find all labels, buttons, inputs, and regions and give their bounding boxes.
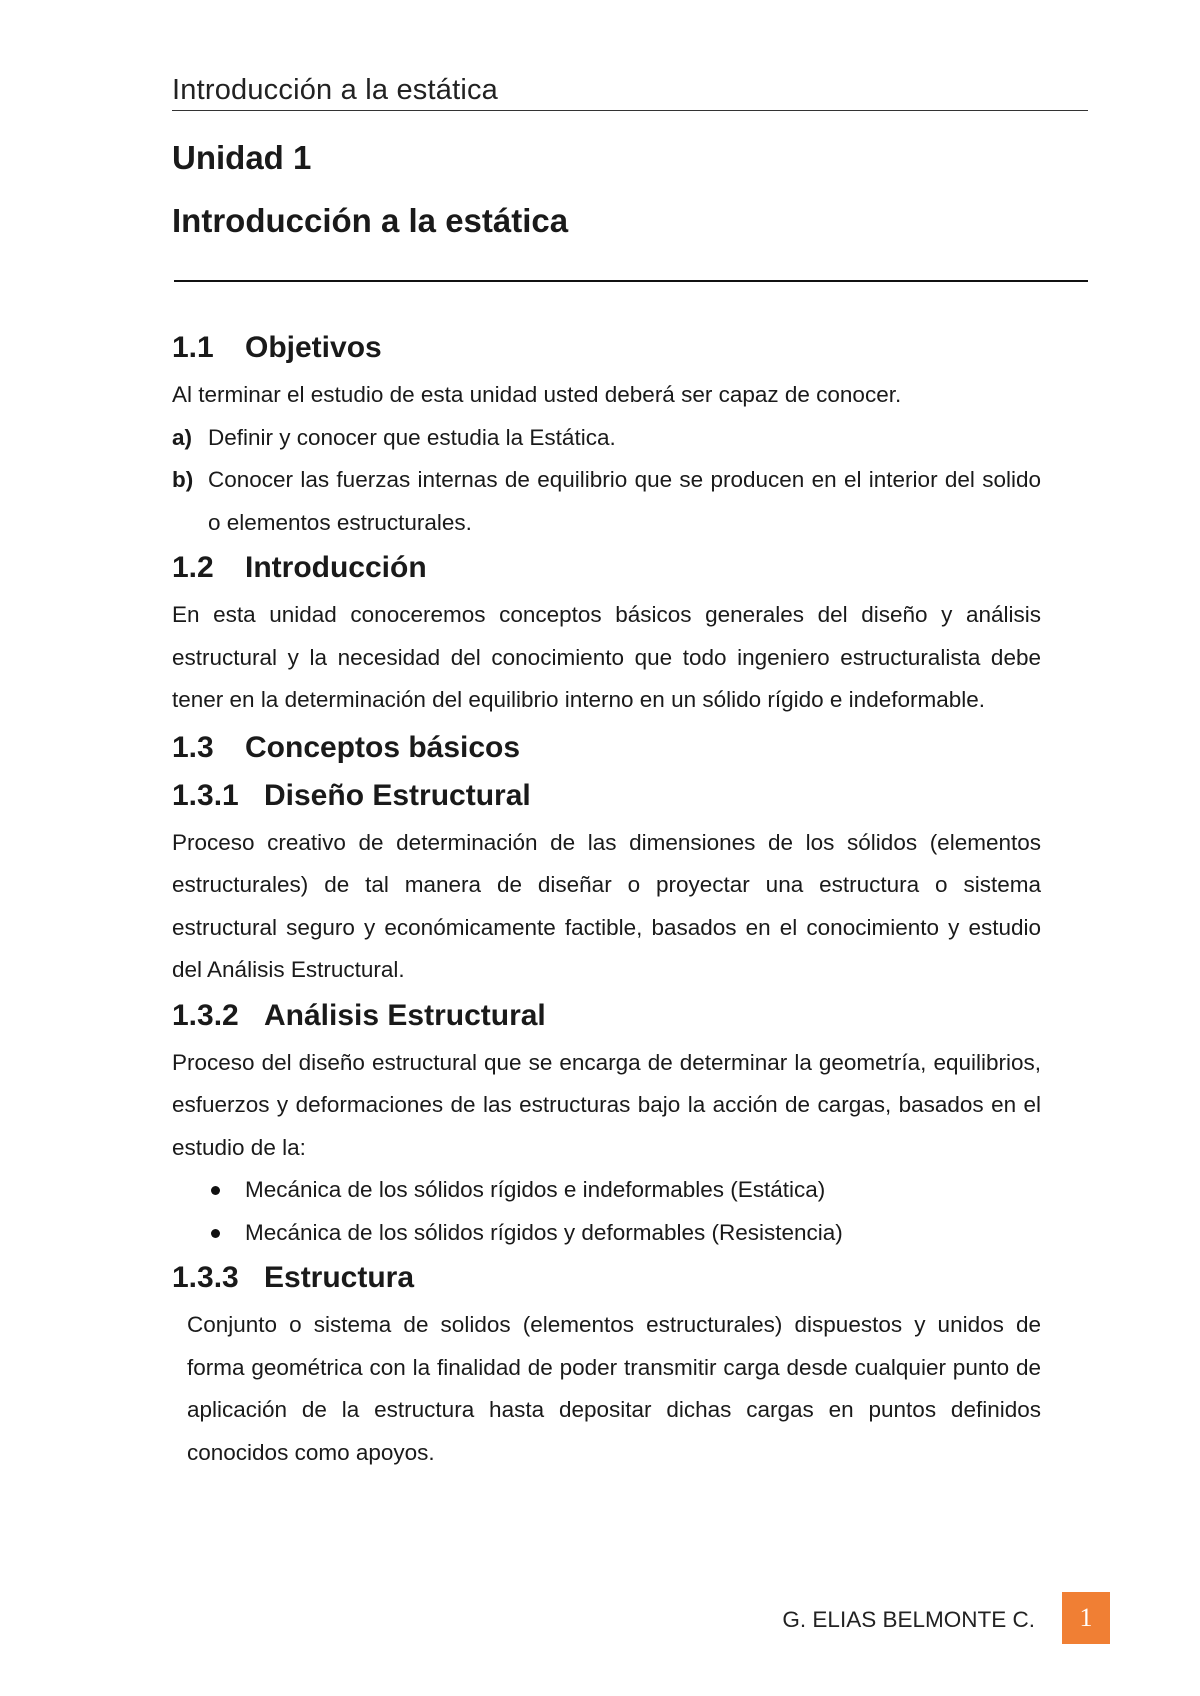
section-title: Introducción: [245, 551, 427, 584]
list-item: [172, 417, 1041, 460]
document-page: [172, 0, 1093, 1696]
page-number-badge: 1: [1062, 1592, 1110, 1644]
section-heading-estructura: [172, 1254, 1041, 1302]
unit-title: Introducción a la estática: [172, 202, 569, 239]
estructura-paragraph: Conjunto o sistema de solidos (elementos estructurales) dispuestos y unidos de forma geométrica con la finalidad de poder transmitir carga desde cualquier punto de aplicación de la estructura hasta depositar dichas cargas en puntos definidos conocidos como apoyos.: [187, 1312, 1041, 1465]
bullet-item: [172, 1169, 1041, 1212]
objetivos-intro: Al terminar el estudio de esta unidad usted deberá ser capaz de conocer.: [172, 382, 902, 407]
introduccion-paragraph: En esta unidad conoceremos conceptos básicos generales del diseño y análisis estructural y la necesidad del conocimiento que todo ingeniero estructuralista debe tener en la determinación del equilibrio interno en un sólido rígido e indeformable.: [172, 602, 1041, 712]
section-number: 1.2: [172, 551, 214, 584]
bullet-text: Mecánica de los sólidos rígidos y deformables (Resistencia): [245, 1219, 843, 1245]
section-title: Estructura: [264, 1261, 415, 1294]
section-number: 1.3.1: [172, 778, 239, 812]
bullet-icon: [211, 1229, 220, 1238]
list-item: [172, 459, 1041, 544]
section-title: Diseño Estructural: [264, 778, 531, 812]
section-number: 1.3.3: [172, 1261, 239, 1294]
bullet-text: Mecánica de los sólidos rígidos e indeformables (Estática): [245, 1177, 826, 1202]
section-number: 1.1: [172, 331, 214, 364]
section-heading-analisis: [172, 992, 1041, 1040]
diseno-paragraph: Proceso creativo de determinación de las dimensiones de los sólidos (elementos estructurales) de tal manera de diseñar o proyectar una estructura o sistema estructural seguro y económicamente factible, basados en el conocimiento y estudio del Análisis Estructural.: [172, 829, 1041, 982]
section-number: 1.3.2: [172, 998, 239, 1032]
objetivos-list: [172, 417, 1041, 545]
running-header: Introducción a la estática: [172, 74, 498, 106]
analisis-paragraph: Proceso del diseño estructural que se encarga de determinar la geometría, equilibrios, esfuerzos y deformaciones de las estructuras bajo la acción de cargas, basados en el estudio de la:: [172, 1049, 1041, 1160]
analisis-bullets: [172, 1169, 1041, 1254]
section-heading-conceptos: [172, 724, 1041, 772]
list-item-text: Conocer las fuerzas internas de equilibrio que se producen en el interior del solido o elementos estructurales.: [208, 467, 1041, 535]
list-item-text: Definir y conocer que estudia la Estática.: [208, 424, 616, 450]
section-title: Conceptos básicos: [245, 730, 521, 764]
footer-author: G. ELIAS BELMONTE C.: [782, 1607, 1035, 1632]
section-title: Análisis Estructural: [264, 998, 546, 1032]
content: [172, 324, 1041, 1474]
section-title: Objetivos: [245, 331, 382, 364]
unit-label: Unidad 1: [172, 139, 312, 176]
title-rule: [174, 280, 1088, 282]
bullet-icon: [211, 1186, 220, 1195]
bullet-item: [172, 1212, 1041, 1255]
section-heading-diseno: [172, 772, 1041, 820]
header-rule: [172, 110, 1088, 111]
section-heading-introduccion: [172, 544, 1041, 592]
section-heading-objetivos: [172, 324, 1041, 372]
list-marker: a): [172, 424, 193, 450]
section-number: 1.3: [172, 730, 214, 764]
list-marker: b): [172, 467, 194, 492]
